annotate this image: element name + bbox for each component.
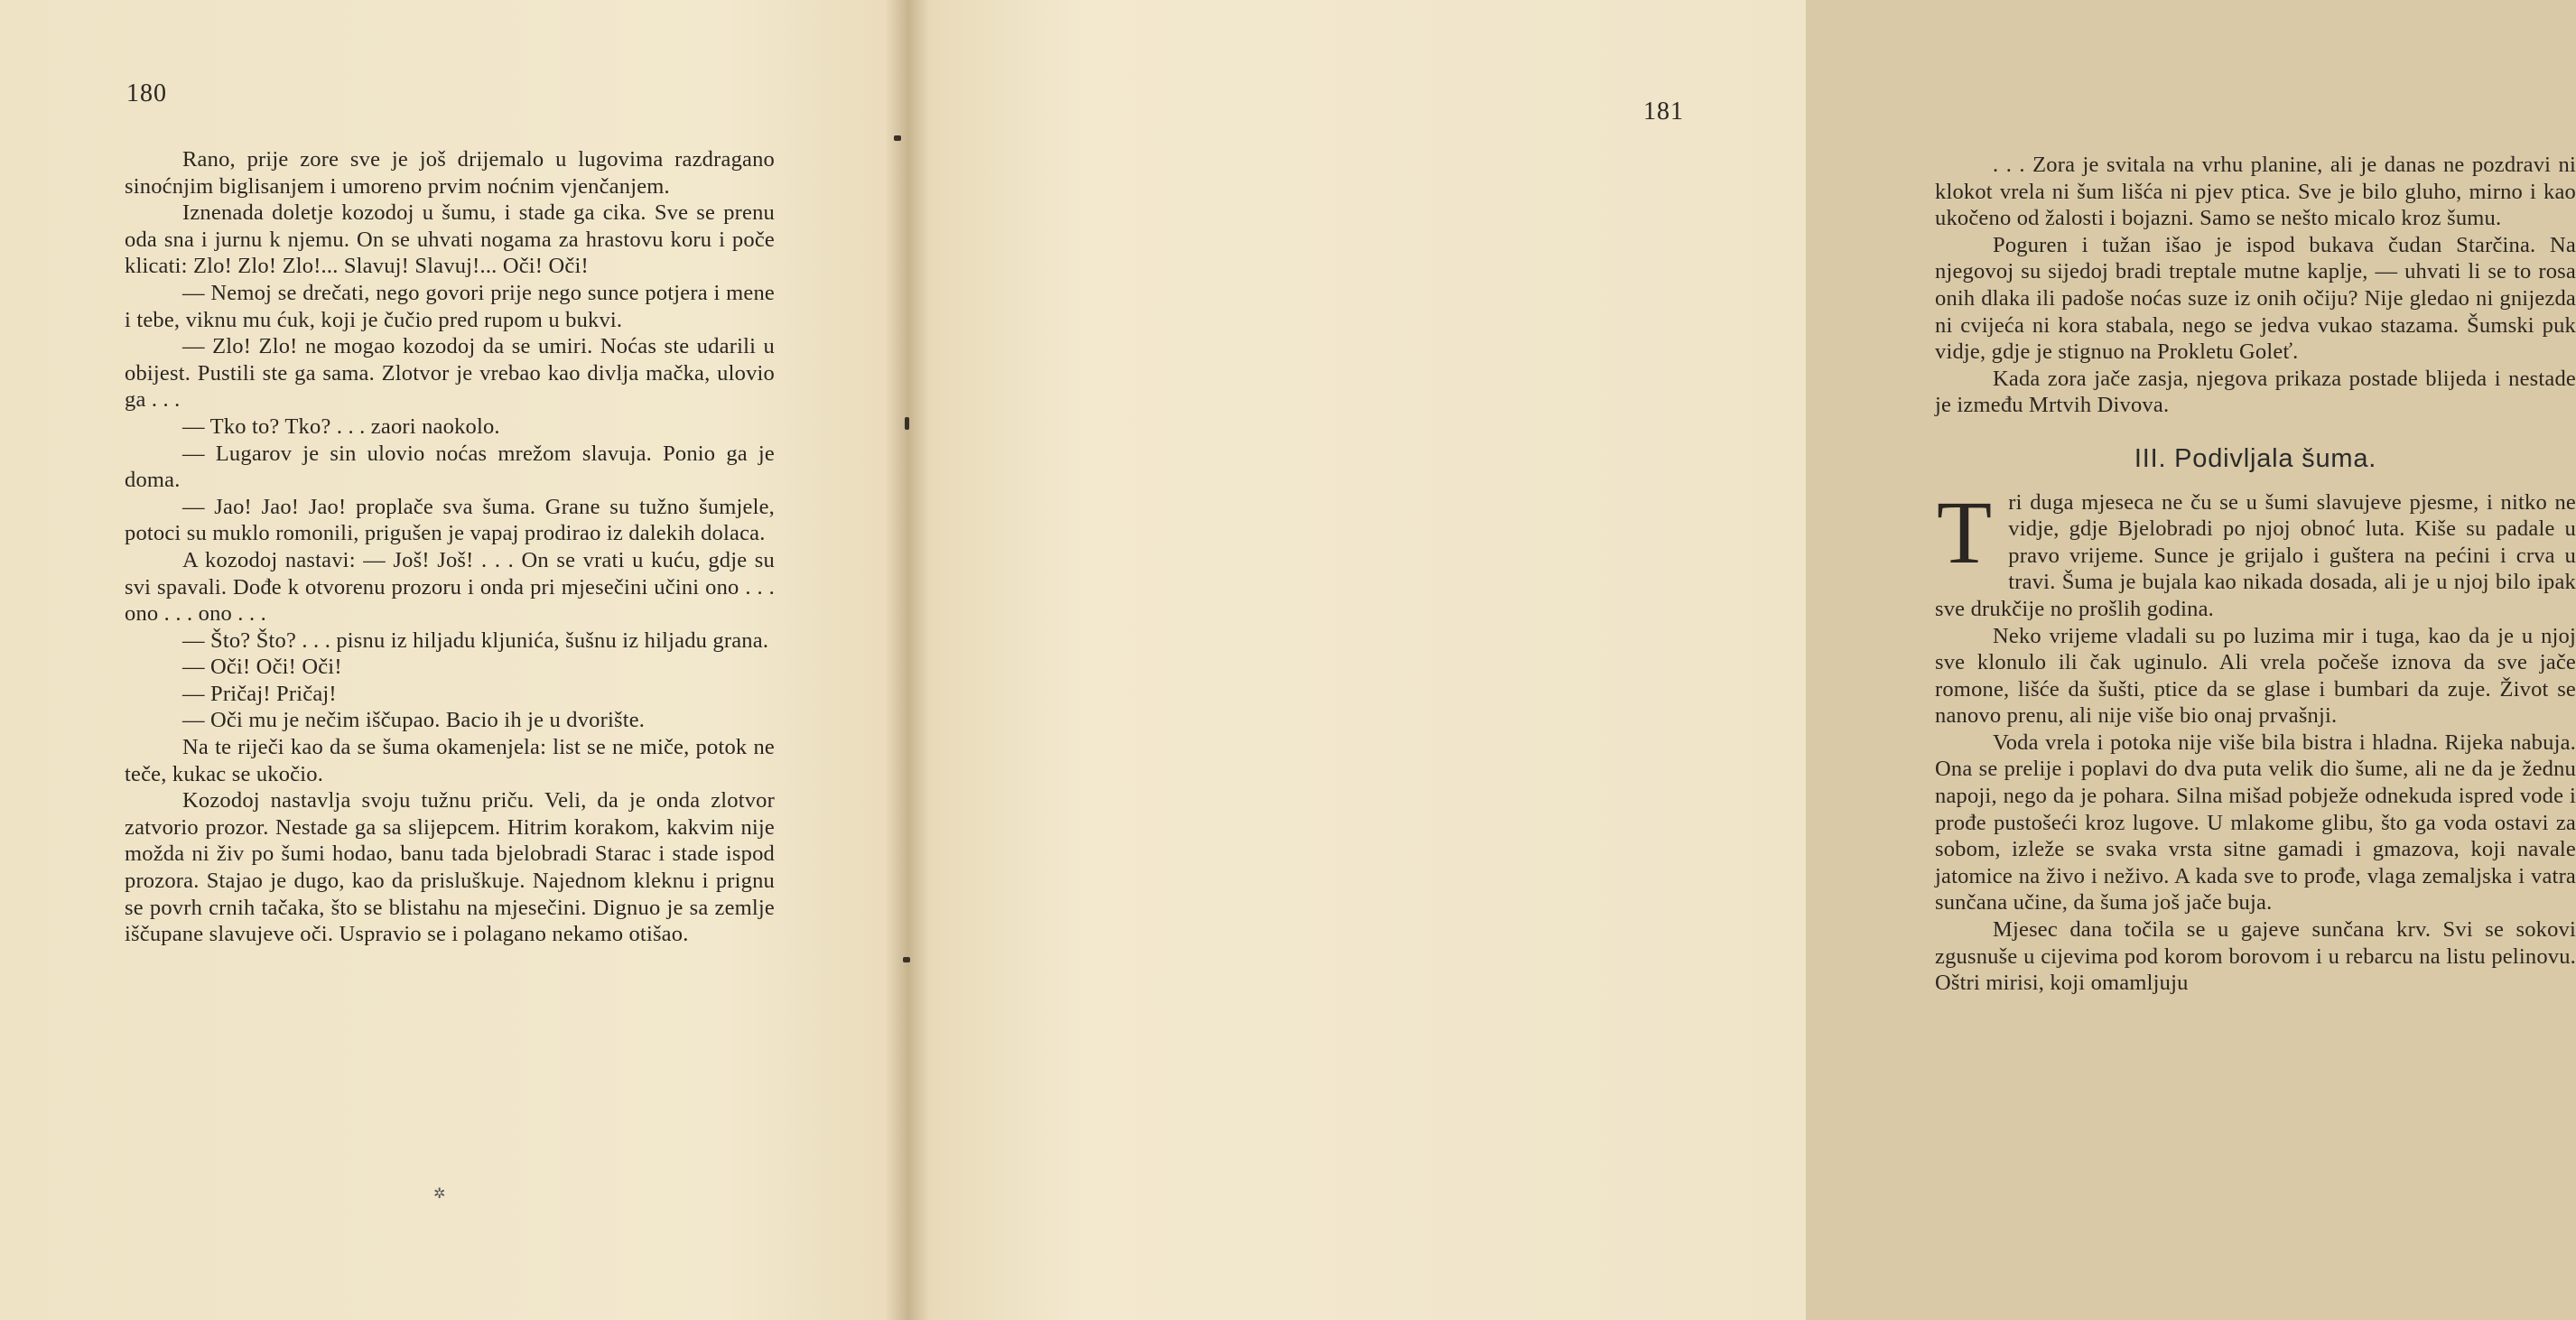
binding-thread-mark [903,957,910,962]
paragraph-text: ri duga mjeseca ne ču se u šumi slavujeve pjesme, i nitko ne vidje, gdje Bjelobradi po njoj obnoć luta. Kiše su padale u pravo vrijeme. Sunce je grijalo i guštera na pećini i crva u travi. Šuma je bujala kao nikada dosada, ali je u njoj bilo ipak sve drukčije no prošlih godina. [1935,489,2576,621]
right-page-text [1935,152,2576,997]
chapter-title: III. Podivljala šuma. [2134,443,2377,473]
paragraph: A kozodoj nastavi: — Još! Još! . . . On se vrati u kuću, gdje su svi spavali. Dođe k otvorenu prozoru i onda pri mjesečini učini ono . . . ono . . . ono . . . [125,547,775,627]
paragraph: — Jao! Jao! Jao! proplače sva šuma. Grane su tužno šumjele, potoci su muklo romonili, prigušen je vapaj prodirao iz dalekih dolaca. [125,494,775,546]
paragraph: Kozodoj nastavlja svoju tužnu priču. Veli, da je onda zlotvor zatvorio prozor. Nestade ga sa slijepcem. Hitrim korakom, kakvim nije možda ni živ po šumi hodao, banu tada bjelobradi Starac i stade ispod prozora. Stajao je dugo, kao da prisluškuje. Najednom kleknu i prignu se povrh crnih tačaka, što se blistahu na mjesečini. Dignuo je sa zemlje iščupane slavujeve oči. Uspravio se i polagano nekamo otišao. [125,788,775,947]
page-number: 180 [126,79,167,107]
paragraph: . . . Zora je svitala na vrhu planine, ali je danas ne pozdravi ni klokot vrela ni šum lišća ni pjev ptica. Sve je bilo gluho, mirno i kao ukočeno od žalosti i bojazni. Samo se nešto micalo kroz šumu. [1935,153,2576,231]
paragraph: Na te riječi kao da se šuma okamenjela: list se ne miče, potok ne teče, kukac se ukočio. [125,735,775,786]
left-page-text [125,146,775,948]
paragraph: Poguren i tužan išao je ispod bukava čudan Starčina. Na njegovoj su sijedoj bradi treptale mutne kaplje, — uhvati li se to rosa onih dlaka ili padoše noćas suze iz onih očiju? Nije gledao ni gnijezda ni cvijeća ni kora stabala, nego se jedva vukao stazama. Šumski puk vidje, gdje je stignuo na Prokletu Goleť. [1935,232,2576,365]
paragraph: — Lugarov je sin ulovio noćas mrežom slavuja. Ponio ga je doma. [125,441,775,493]
paragraph: Mjesec dana točila se u gajeve sunčana krv. Svi se sokovi zgusnuše u cijevima pod korom borovom i u rebarcu na listu pelinovu. Oštri mirisi, koji omamljuju [1935,917,2576,996]
paragraph: — Oči! Oči! Oči! [182,655,342,680]
paragraph: — Što? Što? . . . pisnu iz hiljadu kljunića, šušnu iz hiljadu grana. [182,627,769,653]
page-number: 181 [1643,98,1684,125]
paragraph: — Pričaj! Pričaj! [182,681,337,706]
paragraph: Voda vrela i potoka nije više bila bistra i hladna. Rijeka nabuja. Ona se prelije i poplavi do dva puta velik dio šume, ali ne da je žednu napoji, nego da je pohara. Silna mišad pobježe odnekuda ispred vode i prođe pustošeći kroz lugove. U mlakome glibu, što ga voda ostavi za sobom, izleže se svaka vrsta sitne gamadi i gmazova, koji navale jatomice na živo i neživo. A kada sve to prođe, vlaga zemaljska i vatra sunčana učine, da šuma još jače buja. [1935,730,2576,916]
paragraph: — Oči mu je nečim iščupao. Bacio ih je u dvorište. [182,708,646,733]
paragraph: Neko vrijeme vladali su po luzima mir i tuga, kao da je u njoj sve klonulo ili čak uginulo. Ali vrela počeše iznova da sve jače romone, lišće da šušti, ptice da se glase i bumbari da zuje. Život se nanovo prenu, ali nije više bio onaj prvašnji. [1935,623,2576,729]
paragraph: — Zlo! Zlo! ne mogao kozodoj da se umiri. Noćas ste udarili u obijest. Pustili ste ga sama. Zlotvor je vrebao kao divlja mačka, ulovio ga . . . [125,334,775,413]
right-page [903,0,2576,1320]
paragraph: Rano, prije zore sve je još drijemalo u lugovima razdragano sinoćnjim biglisanjem i umoreno prvim noćnim vjenčanjem. [125,147,775,199]
binding-thread-mark [905,417,909,430]
chapter-first-paragraph [1935,481,2576,623]
left-page [0,0,903,1320]
paragraph: Kada zora jače zasja, njegova prikaza postade blijeda i nestade je između Mrtvih Divova. [1935,366,2576,418]
paragraph: — Tko to? Tko? . . . zaori naokolo. [182,414,500,439]
printer-mark-icon: ✲ [433,1186,446,1202]
drop-cap: T [1937,481,1993,582]
paragraph: Iznenada doletje kozodoj u šumu, i stade ga cika. Sve se prenu oda sna i jurnu k njemu. On se uhvati nogama za hrastovu koru i poče klicati: Zlo! Zlo! Zlo!... Slavuj! Slavuj!... Oči! Oči! [125,200,775,279]
binding-thread-mark [894,135,901,141]
paragraph: — Nemoj se drečati, nego govori prije nego sunce potjera i mene i tebe, viknu mu ćuk, koji je čučio pred rupom u bukvi. [125,280,775,332]
